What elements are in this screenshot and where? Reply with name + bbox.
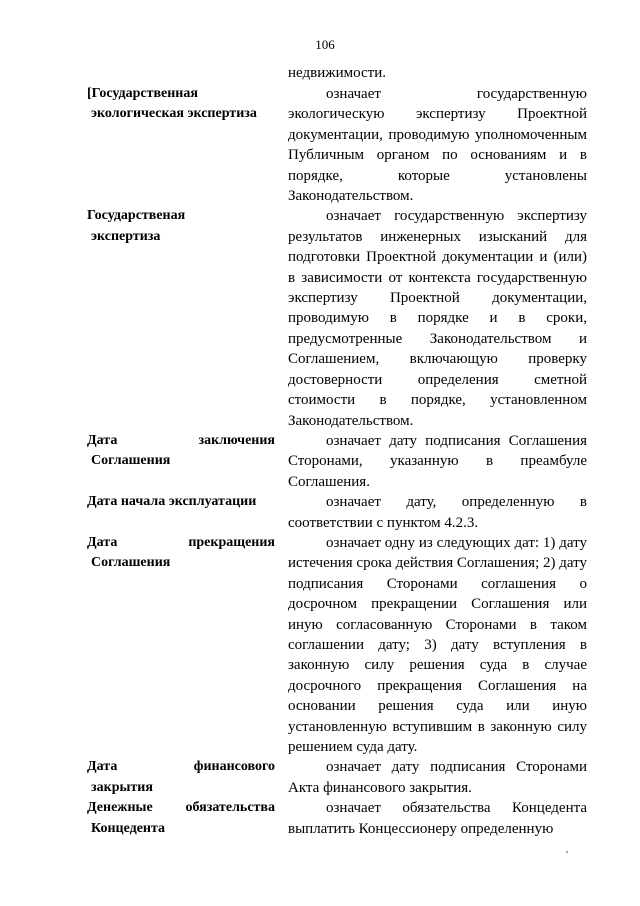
term-line1 [87,798,275,818]
term-line1 [87,533,275,553]
definition-entry [87,533,587,757]
term-line1 [87,431,275,451]
term-word2: заключения [198,432,275,448]
term [87,533,275,574]
term-line1 [87,757,275,777]
term [87,492,275,512]
term-word2: обязательства [185,800,275,816]
term-word1: Дата [87,759,118,775]
definition-entry [87,206,587,430]
definition-text: означает дату подписания Сторонами Акта финансового закрытия. [288,759,587,796]
term-word2: финансового [193,759,275,775]
definition-text: означает государственную экологическую экспертизу Проектной документации, проводимую уполномоченным Публичным органом по основаниям и в порядке, которые установлены Законодательством. [288,86,587,205]
term-line2: Соглашения [91,555,171,571]
term-line2: экологическая экспертиза [91,106,257,122]
term-line1: [Государственная [87,86,198,101]
term [87,206,275,247]
definition-entry [87,492,587,533]
continuation-text: недвижимости. [288,65,386,81]
term-line1: Дата начала эксплуатации [87,494,257,510]
term-line2: Концедента [91,820,166,836]
definition-text: означает государственную экспертизу результатов инженерных изысканий для подготовки Проектной документации и (или) в зависимости от контекста государственную экспертизу Проектной документации, проводимую в порядке и в сроки, предусмотренные Законодательством и Соглашением, включающую проверку достоверности определения сметной стоимости в порядке, установленном Законодательством. [288,208,587,429]
term-line2: закрытия [91,779,153,795]
definition-text: означает дату, определенную в соответствии с пунктом 4.2.3. [288,494,587,531]
term-line1: Государственая [87,208,186,224]
term-line2: Соглашения [91,453,171,469]
definition-entry [87,84,587,206]
page-number: 106 [315,37,335,52]
definition-text: означает дату подписания Соглашения Сторонами, указанную в преамбуле Соглашения. [288,432,587,490]
term [87,798,275,839]
term-word1: Денежные [87,800,153,816]
term [87,757,275,798]
term-word2: прекращения [188,534,275,550]
term [87,84,275,125]
definitions-list [87,84,587,839]
term-word1: Дата [87,432,118,448]
definition-entry [87,431,587,492]
definition-entry [87,757,587,798]
definition-text: означает одну из следующих дат: 1) дату истечения срока действия Соглашения; 2) дату подписания Сторонами соглашения о досрочном прекращении Соглашения или иную согласованную Сторонами в таком соглашении дату; 3) дату вступления в законную силу решения суда в случае досрочного прекращения Соглашения на основании решения суда или иную установленную вступившим в законную силу решением суда дату. [288,534,587,755]
definition-text: означает обязательства Концедента выплатить Концессионеру определенную [288,800,587,837]
definition-entry [87,798,587,839]
term-line2: экспертиза [91,228,161,244]
footer-mark [566,851,568,853]
term-word1: Дата [87,534,118,550]
term [87,431,275,472]
